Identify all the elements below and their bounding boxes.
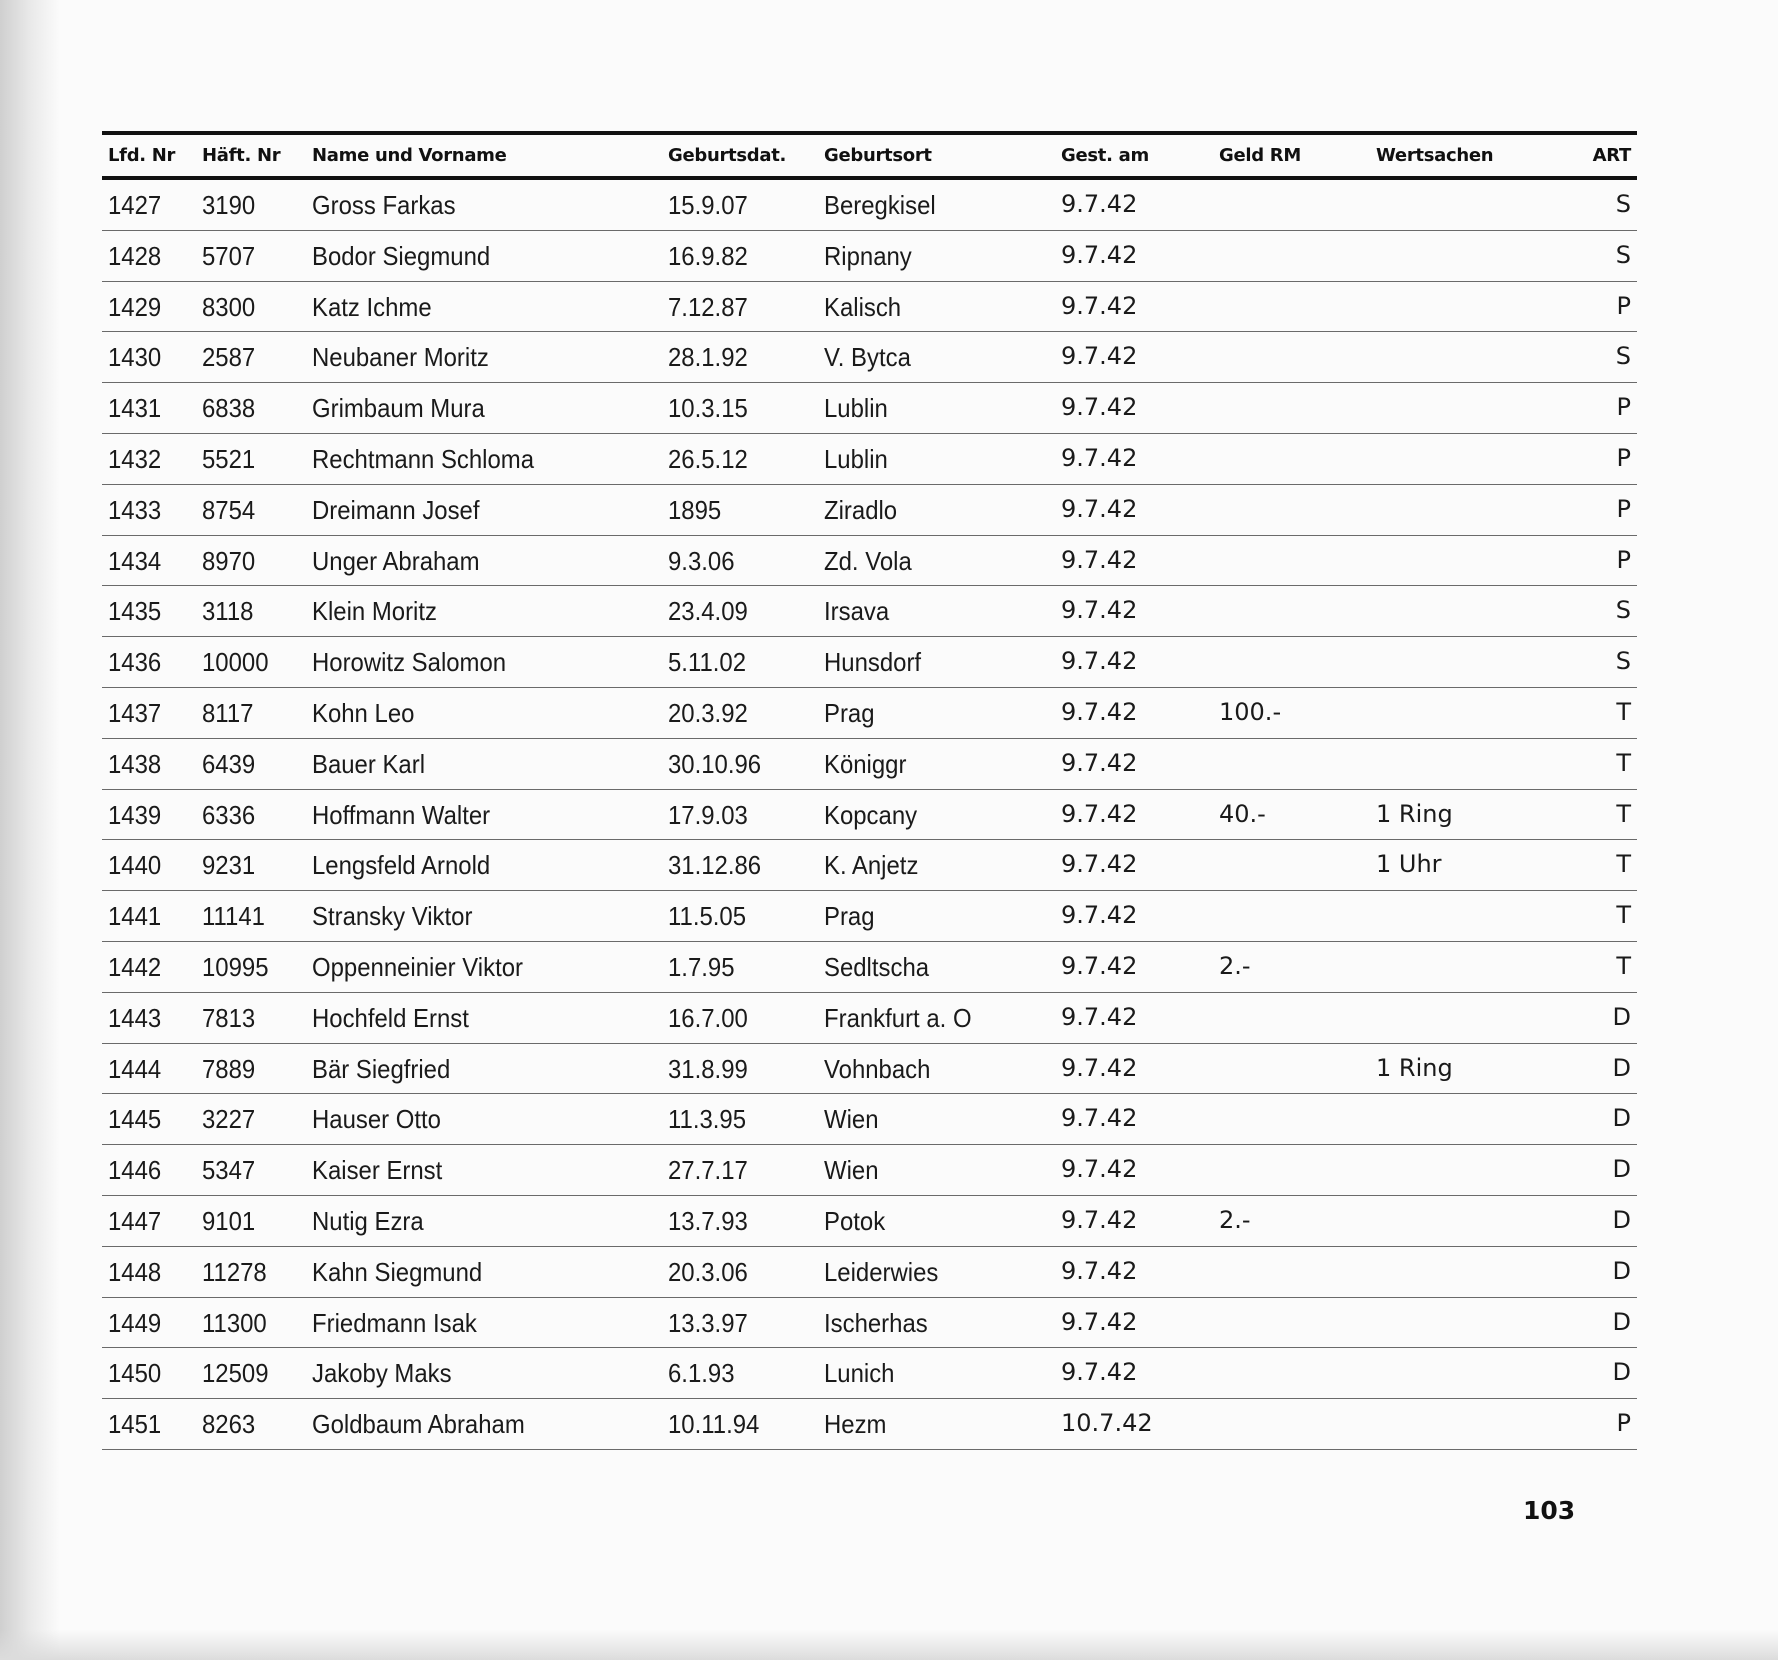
table-row bbox=[102, 231, 1637, 282]
cell-art: D bbox=[1612, 1155, 1631, 1184]
cell-birthdate: 7.12.87 bbox=[668, 291, 748, 322]
table-row bbox=[102, 332, 1637, 383]
header-death-date: Gest. am bbox=[1061, 145, 1149, 166]
cell-haeft-nr: 8263 bbox=[202, 1409, 256, 1440]
cell-death-date: 9.7.42 bbox=[1061, 1104, 1138, 1133]
table-row bbox=[102, 383, 1637, 434]
header-lfd-nr: Lfd. Nr bbox=[108, 145, 176, 166]
cell-name: Dreimann Josef bbox=[312, 494, 480, 525]
cell-lfd-nr: 1437 bbox=[108, 697, 162, 728]
cell-lfd-nr: 1427 bbox=[108, 190, 162, 220]
cell-art: T bbox=[1616, 850, 1631, 879]
cell-name: Lengsfeld Arnold bbox=[312, 850, 491, 881]
cell-birthplace: Leiderwies bbox=[824, 1256, 939, 1287]
cell-money: 2.- bbox=[1219, 951, 1251, 980]
cell-death-date: 9.7.42 bbox=[1061, 697, 1138, 726]
cell-art: S bbox=[1615, 342, 1631, 371]
cell-haeft-nr: 3227 bbox=[202, 1104, 256, 1135]
cell-art: T bbox=[1616, 697, 1631, 726]
cell-haeft-nr: 3118 bbox=[202, 596, 254, 627]
cell-death-date: 9.7.42 bbox=[1061, 1205, 1138, 1234]
table-row bbox=[102, 942, 1637, 993]
cell-name: Kahn Siegmund bbox=[312, 1256, 483, 1287]
table-row bbox=[102, 434, 1637, 485]
cell-name: Katz Ichme bbox=[312, 291, 432, 322]
cell-birthdate: 20.3.92 bbox=[668, 697, 748, 728]
cell-birthplace: Zd. Vola bbox=[824, 545, 912, 576]
cell-name: Horowitz Salomon bbox=[312, 647, 507, 678]
cell-art: D bbox=[1612, 1053, 1631, 1082]
cell-haeft-nr: 2587 bbox=[202, 342, 256, 373]
table-row bbox=[102, 282, 1637, 333]
cell-haeft-nr: 8754 bbox=[202, 494, 256, 525]
cell-haeft-nr: 8970 bbox=[202, 545, 256, 576]
cell-name: Hochfeld Ernst bbox=[312, 1002, 469, 1033]
cell-art: D bbox=[1612, 1256, 1631, 1285]
cell-birthdate: 10.11.94 bbox=[668, 1409, 760, 1440]
cell-name: Oppenneinier Viktor bbox=[312, 951, 523, 982]
cell-art: P bbox=[1616, 494, 1631, 523]
table-body bbox=[102, 180, 1637, 1450]
cell-art: S bbox=[1615, 596, 1631, 625]
cell-death-date: 9.7.42 bbox=[1061, 190, 1138, 218]
cell-haeft-nr: 12509 bbox=[202, 1358, 269, 1389]
cell-lfd-nr: 1439 bbox=[108, 799, 162, 830]
cell-haeft-nr: 3190 bbox=[202, 190, 256, 220]
table-row bbox=[102, 586, 1637, 637]
header-name: Name und Vorname bbox=[312, 145, 507, 166]
cell-name: Unger Abraham bbox=[312, 545, 480, 576]
cell-name: Kaiser Ernst bbox=[312, 1155, 443, 1186]
cell-lfd-nr: 1443 bbox=[108, 1002, 162, 1033]
cell-lfd-nr: 1444 bbox=[108, 1053, 162, 1084]
cell-name: Klein Moritz bbox=[312, 596, 437, 627]
header-haeft-nr: Häft. Nr bbox=[202, 145, 281, 166]
cell-haeft-nr: 11278 bbox=[202, 1256, 267, 1287]
cell-art: T bbox=[1616, 748, 1631, 777]
cell-birthplace: Prag bbox=[824, 901, 875, 932]
table-header bbox=[102, 135, 1637, 176]
cell-birthplace: Prag bbox=[824, 697, 875, 728]
cell-haeft-nr: 7813 bbox=[202, 1002, 256, 1033]
cell-birthdate: 9.3.06 bbox=[668, 545, 735, 576]
cell-name: Jakoby Maks bbox=[312, 1358, 452, 1389]
table-row bbox=[102, 688, 1637, 739]
cell-birthdate: 10.3.15 bbox=[668, 393, 748, 424]
cell-lfd-nr: 1450 bbox=[108, 1358, 162, 1389]
cell-birthdate: 28.1.92 bbox=[668, 342, 748, 373]
table-row bbox=[102, 1094, 1637, 1145]
cell-birthplace: Irsava bbox=[824, 596, 890, 627]
cell-name: Stransky Viktor bbox=[312, 901, 473, 932]
cell-name: Hoffmann Walter bbox=[312, 799, 491, 830]
cell-birthdate: 6.1.93 bbox=[668, 1358, 735, 1389]
cell-death-date: 9.7.42 bbox=[1061, 494, 1138, 523]
scan-bottom-shadow bbox=[0, 1630, 1778, 1660]
cell-birthplace: Lublin bbox=[824, 393, 888, 424]
cell-lfd-nr: 1451 bbox=[108, 1409, 162, 1440]
cell-birthdate: 13.7.93 bbox=[668, 1205, 748, 1236]
cell-name: Hauser Otto bbox=[312, 1104, 441, 1135]
table-row bbox=[102, 891, 1637, 942]
cell-haeft-nr: 5707 bbox=[202, 240, 256, 271]
table-row bbox=[102, 1348, 1637, 1399]
cell-art: P bbox=[1616, 545, 1631, 574]
cell-birthdate: 13.3.97 bbox=[668, 1307, 748, 1338]
cell-haeft-nr: 6439 bbox=[202, 748, 256, 779]
cell-haeft-nr: 10000 bbox=[202, 647, 269, 678]
prisoner-table bbox=[102, 131, 1637, 1450]
table-row bbox=[102, 840, 1637, 891]
cell-haeft-nr: 9231 bbox=[202, 850, 256, 881]
cell-lfd-nr: 1429 bbox=[108, 291, 162, 322]
cell-birthdate: 31.8.99 bbox=[668, 1053, 748, 1084]
header-valuables: Wertsachen bbox=[1376, 145, 1494, 166]
cell-birthplace: Ripnany bbox=[824, 240, 912, 271]
cell-art: P bbox=[1616, 393, 1631, 422]
cell-name: Grimbaum Mura bbox=[312, 393, 485, 424]
cell-death-date: 9.7.42 bbox=[1061, 647, 1138, 676]
cell-art: T bbox=[1616, 901, 1631, 930]
table-row bbox=[102, 1196, 1637, 1247]
cell-birthplace: Kopcany bbox=[824, 799, 918, 830]
cell-art: S bbox=[1615, 240, 1631, 269]
cell-haeft-nr: 9101 bbox=[202, 1205, 256, 1236]
cell-birthdate: 23.4.09 bbox=[668, 596, 748, 627]
cell-birthdate: 27.7.17 bbox=[668, 1155, 748, 1186]
cell-birthplace: Beregkisel bbox=[824, 190, 936, 220]
table-row bbox=[102, 993, 1637, 1044]
cell-birthplace: Potok bbox=[824, 1205, 886, 1236]
cell-death-date: 9.7.42 bbox=[1061, 342, 1138, 371]
cell-birthplace: V. Bytca bbox=[824, 342, 911, 373]
cell-money: 2.- bbox=[1219, 1205, 1251, 1234]
cell-birthdate: 1.7.95 bbox=[668, 951, 735, 982]
table-row bbox=[102, 536, 1637, 587]
cell-valuables: 1 Ring bbox=[1376, 1053, 1453, 1082]
cell-haeft-nr: 5521 bbox=[202, 443, 256, 474]
cell-name: Nutig Ezra bbox=[312, 1205, 424, 1236]
cell-death-date: 9.7.42 bbox=[1061, 1307, 1138, 1336]
cell-lfd-nr: 1435 bbox=[108, 596, 162, 627]
cell-valuables: 1 Uhr bbox=[1376, 850, 1442, 879]
cell-death-date: 9.7.42 bbox=[1061, 545, 1138, 574]
cell-haeft-nr: 6336 bbox=[202, 799, 256, 830]
header-birthplace: Geburtsort bbox=[824, 145, 932, 166]
cell-lfd-nr: 1438 bbox=[108, 748, 162, 779]
table-row bbox=[102, 1247, 1637, 1298]
cell-lfd-nr: 1445 bbox=[108, 1104, 162, 1135]
cell-lfd-nr: 1441 bbox=[108, 901, 162, 932]
cell-money: 100.- bbox=[1219, 697, 1282, 726]
table-row bbox=[102, 1145, 1637, 1196]
cell-birthplace: Lublin bbox=[824, 443, 888, 474]
cell-art: D bbox=[1612, 1205, 1631, 1234]
cell-money: 40.- bbox=[1219, 799, 1266, 828]
cell-birthplace: K. Anjetz bbox=[824, 850, 919, 881]
page-number: 103 bbox=[1523, 1496, 1576, 1525]
cell-lfd-nr: 1432 bbox=[108, 443, 162, 474]
cell-lfd-nr: 1436 bbox=[108, 647, 162, 678]
header-art: ART bbox=[1592, 145, 1631, 166]
cell-lfd-nr: 1448 bbox=[108, 1256, 162, 1287]
cell-haeft-nr: 7889 bbox=[202, 1053, 256, 1084]
cell-death-date: 9.7.42 bbox=[1061, 240, 1138, 269]
cell-valuables: 1 Ring bbox=[1376, 799, 1453, 828]
cell-birthdate: 11.5.05 bbox=[668, 901, 747, 932]
scan-edge-shadow bbox=[0, 0, 60, 1660]
table-row bbox=[102, 1399, 1637, 1450]
cell-haeft-nr: 11141 bbox=[202, 901, 265, 932]
cell-name: Friedmann Isak bbox=[312, 1307, 477, 1338]
table-row bbox=[102, 790, 1637, 841]
cell-art: T bbox=[1616, 799, 1631, 828]
cell-death-date: 9.7.42 bbox=[1061, 1155, 1138, 1184]
header-birthdate: Geburtsdat. bbox=[668, 145, 787, 166]
cell-art: S bbox=[1615, 647, 1631, 676]
cell-birthplace: Ischerhas bbox=[824, 1307, 928, 1338]
cell-lfd-nr: 1434 bbox=[108, 545, 162, 576]
cell-art: T bbox=[1616, 951, 1631, 980]
cell-birthdate: 11.3.95 bbox=[668, 1104, 747, 1135]
cell-lfd-nr: 1433 bbox=[108, 494, 162, 525]
table-row bbox=[102, 739, 1637, 790]
cell-death-date: 9.7.42 bbox=[1061, 901, 1138, 930]
cell-birthplace: Frankfurt a. O bbox=[824, 1002, 972, 1033]
cell-lfd-nr: 1431 bbox=[108, 393, 162, 424]
cell-haeft-nr: 8300 bbox=[202, 291, 256, 322]
cell-lfd-nr: 1446 bbox=[108, 1155, 162, 1186]
table-row bbox=[102, 1298, 1637, 1349]
table-row bbox=[102, 180, 1637, 231]
cell-birthdate: 16.9.82 bbox=[668, 240, 748, 271]
cell-birthplace: Hezm bbox=[824, 1409, 887, 1440]
cell-birthplace: Hunsdorf bbox=[824, 647, 922, 678]
cell-art: P bbox=[1616, 1409, 1631, 1438]
cell-birthdate: 16.7.00 bbox=[668, 1002, 748, 1033]
cell-art: D bbox=[1612, 1104, 1631, 1133]
cell-death-date: 9.7.42 bbox=[1061, 748, 1138, 777]
cell-birthdate: 31.12.86 bbox=[668, 850, 762, 881]
cell-death-date: 9.7.42 bbox=[1061, 596, 1138, 625]
cell-lfd-nr: 1428 bbox=[108, 240, 162, 271]
table-row bbox=[102, 637, 1637, 688]
cell-death-date: 10.7.42 bbox=[1061, 1409, 1153, 1438]
cell-lfd-nr: 1440 bbox=[108, 850, 162, 881]
cell-death-date: 9.7.42 bbox=[1061, 291, 1138, 320]
cell-haeft-nr: 6838 bbox=[202, 393, 256, 424]
cell-art: D bbox=[1612, 1358, 1631, 1387]
cell-name: Goldbaum Abraham bbox=[312, 1409, 525, 1440]
cell-birthplace: Sedltscha bbox=[824, 951, 930, 982]
cell-art: D bbox=[1612, 1002, 1631, 1031]
cell-name: Rechtmann Schloma bbox=[312, 443, 535, 474]
cell-lfd-nr: 1447 bbox=[108, 1205, 162, 1236]
cell-art: P bbox=[1616, 291, 1631, 320]
cell-birthdate: 5.11.02 bbox=[668, 647, 747, 678]
cell-art: S bbox=[1615, 190, 1631, 218]
cell-birthplace: Lunich bbox=[824, 1358, 895, 1389]
cell-birthplace: Königgr bbox=[824, 748, 907, 779]
table-row bbox=[102, 1044, 1637, 1095]
cell-name: Neubaner Moritz bbox=[312, 342, 489, 373]
cell-haeft-nr: 11300 bbox=[202, 1307, 267, 1338]
cell-lfd-nr: 1442 bbox=[108, 951, 162, 982]
table-row bbox=[102, 485, 1637, 536]
cell-art: P bbox=[1616, 443, 1631, 472]
cell-haeft-nr: 10995 bbox=[202, 951, 269, 982]
cell-name: Gross Farkas bbox=[312, 190, 456, 220]
cell-name: Bodor Siegmund bbox=[312, 240, 491, 271]
cell-death-date: 9.7.42 bbox=[1061, 951, 1138, 980]
cell-birthplace: Wien bbox=[824, 1155, 879, 1186]
cell-lfd-nr: 1430 bbox=[108, 342, 162, 373]
cell-death-date: 9.7.42 bbox=[1061, 799, 1138, 828]
cell-name: Kohn Leo bbox=[312, 697, 415, 728]
cell-death-date: 9.7.42 bbox=[1061, 393, 1138, 422]
cell-birthdate: 30.10.96 bbox=[668, 748, 762, 779]
cell-birthdate: 26.5.12 bbox=[668, 443, 748, 474]
cell-birthdate: 15.9.07 bbox=[668, 190, 748, 220]
cell-death-date: 9.7.42 bbox=[1061, 850, 1138, 879]
header-money: Geld RM bbox=[1219, 145, 1301, 166]
cell-birthplace: Kalisch bbox=[824, 291, 902, 322]
cell-birthplace: Vohnbach bbox=[824, 1053, 931, 1084]
cell-lfd-nr: 1449 bbox=[108, 1307, 162, 1338]
cell-name: Bauer Karl bbox=[312, 748, 426, 779]
cell-birthdate: 17.9.03 bbox=[668, 799, 748, 830]
cell-death-date: 9.7.42 bbox=[1061, 443, 1138, 472]
cell-death-date: 9.7.42 bbox=[1061, 1002, 1138, 1031]
cell-death-date: 9.7.42 bbox=[1061, 1358, 1138, 1387]
cell-name: Bär Siegfried bbox=[312, 1053, 451, 1084]
cell-birthplace: Ziradlo bbox=[824, 494, 898, 525]
cell-art: D bbox=[1612, 1307, 1631, 1336]
cell-birthplace: Wien bbox=[824, 1104, 879, 1135]
cell-death-date: 9.7.42 bbox=[1061, 1256, 1138, 1285]
cell-birthdate: 20.3.06 bbox=[668, 1256, 748, 1287]
cell-birthdate: 1895 bbox=[668, 494, 722, 525]
cell-death-date: 9.7.42 bbox=[1061, 1053, 1138, 1082]
cell-haeft-nr: 5347 bbox=[202, 1155, 256, 1186]
cell-haeft-nr: 8117 bbox=[202, 697, 254, 728]
